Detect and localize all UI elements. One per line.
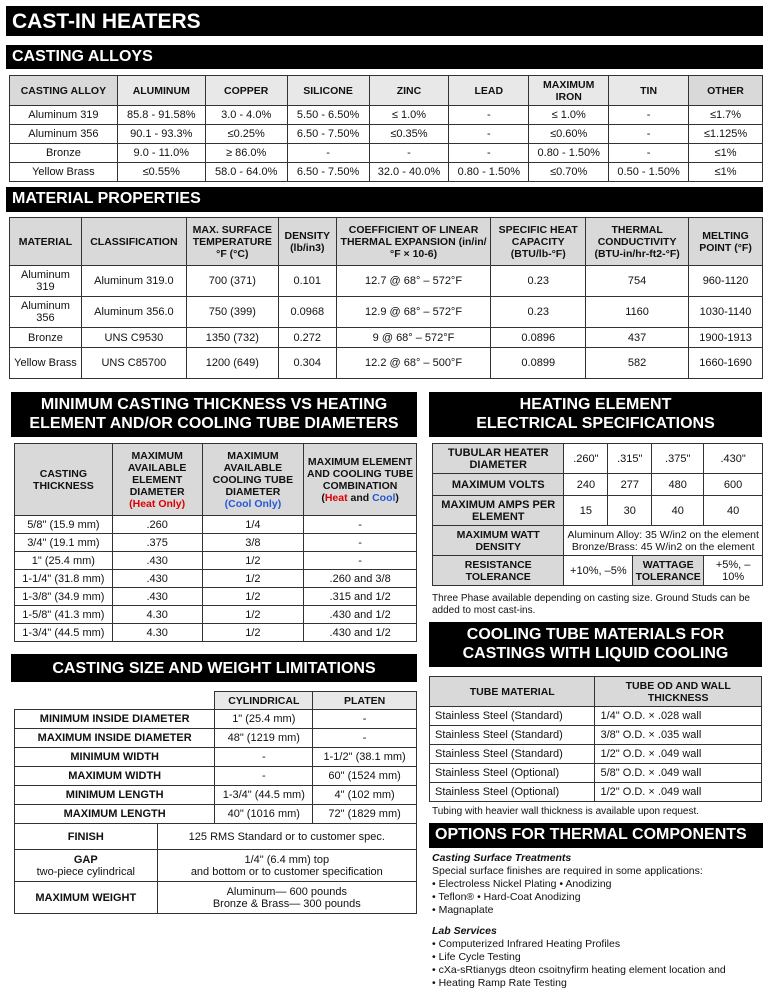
mp-header: MELTING POINT (°F) [689, 218, 763, 266]
ct-cell: 3/8" O.D. × .035 wall [595, 726, 762, 745]
table-row [15, 552, 417, 570]
ca-cell: Bronze [10, 144, 118, 163]
cooling-tube-table [429, 676, 762, 802]
mp-cell: 0.0899 [491, 348, 586, 379]
ca-cell: 32.0 - 40.0% [369, 163, 449, 182]
mp-cell: 0.0896 [491, 328, 586, 348]
mp-cell: 12.7 @ 68° – 572°F [336, 266, 491, 297]
amps-cell: 40 [652, 496, 704, 526]
diam-cell: .315" [608, 444, 652, 474]
ca-cell: - [449, 106, 529, 125]
ct-cell: Stainless Steel (Standard) [430, 707, 595, 726]
table-row [10, 144, 763, 163]
ca-cell: ≤1% [689, 144, 763, 163]
mt-cell: - [304, 534, 417, 552]
min-thickness-title-line1: MINIMUM CASTING THICKNESS VS HEATING [40, 396, 388, 413]
sw-label: MINIMUM WIDTH [15, 748, 215, 767]
mt-cell: 1/2 [202, 552, 304, 570]
material-properties-table [9, 217, 763, 379]
sw-weight-value: Aluminum— 600 pounds Bronze & Brass— 300 pounds [157, 882, 416, 914]
table-row [15, 606, 417, 624]
min-thickness-title [11, 392, 417, 437]
mt-cell: 5/8" (15.9 mm) [15, 516, 113, 534]
ct-cell: Stainless Steel (Standard) [430, 726, 595, 745]
wattage-label: WATTAGE TOLERANCE [633, 556, 704, 586]
mt-cell: 3/4" (19.1 mm) [15, 534, 113, 552]
ca-cell: ≤0.35% [369, 125, 449, 144]
cooling-tube-note: Tubing with heavier wall thickness is available upon request. [432, 806, 699, 817]
surface-treatments-title: Casting Surface Treatments [432, 852, 572, 864]
size-weight-table [14, 691, 417, 914]
mp-cell: 1160 [586, 297, 689, 328]
options-title: OPTIONS FOR THERMAL COMPONENTS [429, 823, 763, 848]
mp-cell: Yellow Brass [10, 348, 82, 379]
ca-cell: ≥ 86.0% [205, 144, 287, 163]
ca-cell: 58.0 - 64.0% [205, 163, 287, 182]
sw-cell: - [215, 767, 313, 786]
ca-cell: ≤0.55% [117, 163, 205, 182]
volts-cell: 480 [652, 474, 704, 496]
mp-cell: Aluminum 319 [10, 266, 82, 297]
table-row [10, 297, 763, 328]
mt-cell: 1/4 [202, 516, 304, 534]
ct-cell: 1/2" O.D. × .049 wall [595, 783, 762, 802]
mp-cell: 700 (371) [186, 266, 278, 297]
mt-cell: 1" (25.4 mm) [15, 552, 113, 570]
sw-gap-value: 1/4" (6.4 mm) top and bottom or to customer specification [157, 850, 416, 882]
sw-cell: 60" (1524 mm) [313, 767, 417, 786]
ca-header: CASTING ALLOY [10, 76, 118, 106]
mp-cell: 1900-1913 [689, 328, 763, 348]
mp-cell: 1200 (649) [186, 348, 278, 379]
ca-cell: Yellow Brass [10, 163, 118, 182]
mp-cell: 1030-1140 [689, 297, 763, 328]
ca-cell: ≤0.25% [205, 125, 287, 144]
mt-cell: - [304, 552, 417, 570]
mp-header: MAX. SURFACE TEMPERATURE °F (°C) [186, 218, 278, 266]
mp-cell: 0.23 [491, 297, 586, 328]
ca-header: MAXIMUM IRON [529, 76, 609, 106]
list-item: • Electroless Nickel Plating • Anodizing [432, 878, 612, 890]
mp-cell: Aluminum 356 [10, 297, 82, 328]
min-thickness-title-line2: ELEMENT AND/OR COOLING TUBE DIAMETERS [29, 415, 399, 432]
mp-cell: UNS C9530 [81, 328, 186, 348]
ca-cell: 90.1 - 93.3% [117, 125, 205, 144]
ca-cell: - [609, 144, 689, 163]
ca-cell: - [449, 125, 529, 144]
mp-cell: Aluminum 319.0 [81, 266, 186, 297]
ct-cell: Stainless Steel (Standard) [430, 745, 595, 764]
mt-cell: 1-3/8" (34.9 mm) [15, 588, 113, 606]
ct-cell: 1/4" O.D. × .028 wall [595, 707, 762, 726]
heat-only-note: (Heat Only) [129, 497, 186, 510]
ca-header: ZINC [369, 76, 449, 106]
mp-cell: 12.2 @ 68° – 500°F [336, 348, 491, 379]
mp-cell: 0.23 [491, 266, 586, 297]
ca-header: TIN [609, 76, 689, 106]
mt-cell: 1/2 [202, 624, 304, 642]
mt-header-element: MAXIMUM AVAILABLE ELEMENT DIAMETER (Heat Only) [112, 444, 202, 516]
ca-cell: ≤1.7% [689, 106, 763, 125]
mp-cell: 1660-1690 [689, 348, 763, 379]
table-row [15, 624, 417, 642]
list-item: • Life Cycle Testing [432, 951, 521, 963]
sw-label: MINIMUM INSIDE DIAMETER [15, 710, 215, 729]
options-body [432, 852, 762, 990]
list-item: • Heating Ramp Rate Testing [432, 977, 567, 989]
mp-cell: 582 [586, 348, 689, 379]
diam-cell: .260" [564, 444, 608, 474]
mt-cell: .315 and 1/2 [304, 588, 417, 606]
mp-cell: 960-1120 [689, 266, 763, 297]
electrical-note: Three Phase available depending on casting size. Ground Studs can be added to most cast-ins. [432, 593, 750, 616]
table-row [430, 726, 762, 745]
mp-cell: Bronze [10, 328, 82, 348]
volts-cell: 600 [704, 474, 763, 496]
casting-alloys-title: CASTING ALLOYS [6, 45, 763, 69]
table-row [15, 850, 417, 882]
sw-finish-value: 125 RMS Standard or to customer spec. [157, 824, 416, 850]
cool-only-note: (Cool Only) [224, 497, 282, 510]
min-thickness-table [14, 443, 417, 642]
table-row [15, 570, 417, 588]
amps-label: MAXIMUM AMPS PER ELEMENT [433, 496, 564, 526]
mt-cell: 3/8 [202, 534, 304, 552]
ca-cell: - [369, 144, 449, 163]
volts-cell: 240 [564, 474, 608, 496]
sw-cell: 48" (1219 mm) [215, 729, 313, 748]
ct-cell: Stainless Steel (Optional) [430, 764, 595, 783]
diam-label: TUBULAR HEATER DIAMETER [433, 444, 564, 474]
mt-cell: .430 and 1/2 [304, 606, 417, 624]
mt-cell: 1/2 [202, 588, 304, 606]
amps-cell: 15 [564, 496, 608, 526]
volts-label: MAXIMUM VOLTS [433, 474, 564, 496]
ca-cell: ≤0.70% [529, 163, 609, 182]
ca-cell: ≤ 1.0% [369, 106, 449, 125]
resist-label: RESISTANCE TOLERANCE [433, 556, 564, 586]
diam-cell: .375" [652, 444, 704, 474]
mt-cell: 1-5/8" (41.3 mm) [15, 606, 113, 624]
table-row [10, 266, 763, 297]
table-row [15, 710, 417, 729]
mp-header: COEFFICIENT OF LINEAR THERMAL EXPANSION (in/in/°F × 10-6) [336, 218, 491, 266]
watt-label: MAXIMUM WATT DENSITY [433, 526, 564, 556]
mp-cell: 12.9 @ 68° – 572°F [336, 297, 491, 328]
table-row [15, 516, 417, 534]
mt-cell: .430 [112, 570, 202, 588]
ca-cell: 6.50 - 7.50% [287, 125, 369, 144]
sw-cell: 4" (102 mm) [313, 786, 417, 805]
mp-cell: UNS C85700 [81, 348, 186, 379]
material-properties-title: MATERIAL PROPERTIES [6, 187, 763, 212]
mt-cell: .375 [112, 534, 202, 552]
ca-cell: 0.80 - 1.50% [449, 163, 529, 182]
ca-cell: ≤1.125% [689, 125, 763, 144]
sw-cell: 1-1/2" (38.1 mm) [313, 748, 417, 767]
mt-cell: 1/2 [202, 570, 304, 588]
amps-cell: 30 [608, 496, 652, 526]
mt-cell: .260 and 3/8 [304, 570, 417, 588]
table-row [15, 767, 417, 786]
sw-label: MAXIMUM WIDTH [15, 767, 215, 786]
table-row [15, 805, 417, 824]
sw-label: MINIMUM LENGTH [15, 786, 215, 805]
ca-cell: 0.80 - 1.50% [529, 144, 609, 163]
table-row [430, 764, 762, 783]
sw-cell: - [313, 729, 417, 748]
sw-cell: - [313, 710, 417, 729]
table-row [10, 348, 763, 379]
mp-cell: 750 (399) [186, 297, 278, 328]
ct-cell: 1/2" O.D. × .049 wall [595, 745, 762, 764]
sw-cell: 40" (1016 mm) [215, 805, 313, 824]
mt-header-combo: MAXIMUM ELEMENT AND COOLING TUBE COMBINATION (Heat and Cool) [304, 444, 417, 516]
ca-cell: ≤1% [689, 163, 763, 182]
electrical-table [432, 443, 763, 586]
mt-cell: 4.30 [112, 606, 202, 624]
ct-header-material: TUBE MATERIAL [430, 677, 595, 707]
electrical-title [429, 392, 762, 437]
resist-value: +10%, –5% [564, 556, 633, 586]
sw-cell: 1-3/4" (44.5 mm) [215, 786, 313, 805]
mp-cell: 0.0968 [278, 297, 336, 328]
table-row [15, 786, 417, 805]
sw-gap-label: GAP two-piece cylindrical [15, 850, 158, 882]
mp-cell: 0.304 [278, 348, 336, 379]
mt-cell: .430 and 1/2 [304, 624, 417, 642]
ca-header: LEAD [449, 76, 529, 106]
mt-cell: - [304, 516, 417, 534]
watt-value: Aluminum Alloy: 35 W/in2 on the element Bronze/Brass: 45 W/in2 on the element [564, 526, 763, 556]
table-row [430, 745, 762, 764]
ca-cell: ≤0.60% [529, 125, 609, 144]
mp-cell: 0.272 [278, 328, 336, 348]
ca-cell: 9.0 - 11.0% [117, 144, 205, 163]
page-title: CAST-IN HEATERS [6, 6, 763, 36]
sw-finish-label: FINISH [15, 824, 158, 850]
sw-weight-label: MAXIMUM WEIGHT [15, 882, 158, 914]
cooling-tube-title [429, 622, 762, 667]
lab-services-list [432, 938, 762, 990]
volts-cell: 277 [608, 474, 652, 496]
mp-header: MATERIAL [10, 218, 82, 266]
cooling-tube-title-line1: COOLING TUBE MATERIALS FOR [466, 626, 725, 643]
table-row [10, 163, 763, 182]
lab-services-title: Lab Services [432, 925, 497, 937]
mt-cell: .430 [112, 588, 202, 606]
ca-cell: - [609, 106, 689, 125]
ca-header: SILICONE [287, 76, 369, 106]
amps-cell: 40 [704, 496, 763, 526]
table-row [430, 783, 762, 802]
mt-cell: 1/2 [202, 606, 304, 624]
mp-header: SPECIFIC HEAT CAPACITY (BTU/lb-°F) [491, 218, 586, 266]
mp-cell: 9 @ 68° – 572°F [336, 328, 491, 348]
mp-cell: 0.101 [278, 266, 336, 297]
mp-cell: 437 [586, 328, 689, 348]
sw-cell: 72" (1829 mm) [313, 805, 417, 824]
ca-cell: Aluminum 319 [10, 106, 118, 125]
ca-cell: - [449, 144, 529, 163]
ct-cell: 5/8" O.D. × .049 wall [595, 764, 762, 783]
ca-cell: 0.50 - 1.50% [609, 163, 689, 182]
table-row [430, 707, 762, 726]
ca-cell: 3.0 - 4.0% [205, 106, 287, 125]
ca-header: ALUMINUM [117, 76, 205, 106]
table-row [15, 824, 417, 850]
mp-cell: 754 [586, 266, 689, 297]
mt-header-tube: MAXIMUM AVAILABLE COOLING TUBE DIAMETER (Cool Only) [202, 444, 304, 516]
mt-cell: .430 [112, 552, 202, 570]
size-weight-title: CASTING SIZE AND WEIGHT LIMITATIONS [11, 654, 417, 682]
table-row [10, 328, 763, 348]
cooling-tube-title-line2: CASTINGS WITH LIQUID COOLING [462, 645, 729, 662]
mp-header: DENSITY (lb/in3) [278, 218, 336, 266]
table-row [15, 588, 417, 606]
mt-cell: .260 [112, 516, 202, 534]
ca-cell: Aluminum 356 [10, 125, 118, 144]
table-row [15, 534, 417, 552]
table-row [15, 882, 417, 914]
ca-cell: 85.8 - 91.58% [117, 106, 205, 125]
sw-cell: 1" (25.4 mm) [215, 710, 313, 729]
mp-header: CLASSIFICATION [81, 218, 186, 266]
ca-cell: 5.50 - 6.50% [287, 106, 369, 125]
ca-header: OTHER [689, 76, 763, 106]
table-row [10, 106, 763, 125]
mp-cell: 1350 (732) [186, 328, 278, 348]
ct-cell: Stainless Steel (Optional) [430, 783, 595, 802]
table-row [15, 729, 417, 748]
electrical-title-line1: HEATING ELEMENT [519, 396, 672, 413]
sw-header-platen: PLATEN [313, 692, 417, 710]
table-row [15, 748, 417, 767]
mp-cell: Aluminum 356.0 [81, 297, 186, 328]
sw-cell: - [215, 748, 313, 767]
ca-cell: - [287, 144, 369, 163]
casting-alloys-table [9, 75, 763, 182]
table-row [10, 125, 763, 144]
list-item: • cXa-sRtianygs dteon csoitnyfirm heating element location and [432, 964, 726, 976]
surface-treatments-list [432, 878, 762, 917]
mp-header: THERMAL CONDUCTIVITY (BTU-in/hr-ft2-°F) [586, 218, 689, 266]
wattage-value: +5%, –10% [704, 556, 763, 586]
surface-treatments-intro: Special surface finishes are required in some applications: [432, 865, 703, 877]
mt-cell: 1-3/4" (44.5 mm) [15, 624, 113, 642]
ca-cell: - [609, 125, 689, 144]
list-item: • Magnaplate [432, 904, 494, 916]
sw-header-cylindrical: CYLINDRICAL [215, 692, 313, 710]
diam-cell: .430" [704, 444, 763, 474]
mt-cell: 4.30 [112, 624, 202, 642]
electrical-title-line2: ELECTRICAL SPECIFICATIONS [476, 415, 715, 432]
list-item: • Teflon® • Hard-Coat Anodizing [432, 891, 581, 903]
mt-cell: 1-1/4" (31.8 mm) [15, 570, 113, 588]
sw-label: MAXIMUM LENGTH [15, 805, 215, 824]
ct-header-od: TUBE OD AND WALL THICKNESS [595, 677, 762, 707]
ca-header: COPPER [205, 76, 287, 106]
list-item: • Computerized Infrared Heating Profiles [432, 938, 621, 950]
sw-label: MAXIMUM INSIDE DIAMETER [15, 729, 215, 748]
mt-header-thickness: CASTING THICKNESS [15, 444, 113, 516]
ca-cell: ≤ 1.0% [529, 106, 609, 125]
ca-cell: 6.50 - 7.50% [287, 163, 369, 182]
